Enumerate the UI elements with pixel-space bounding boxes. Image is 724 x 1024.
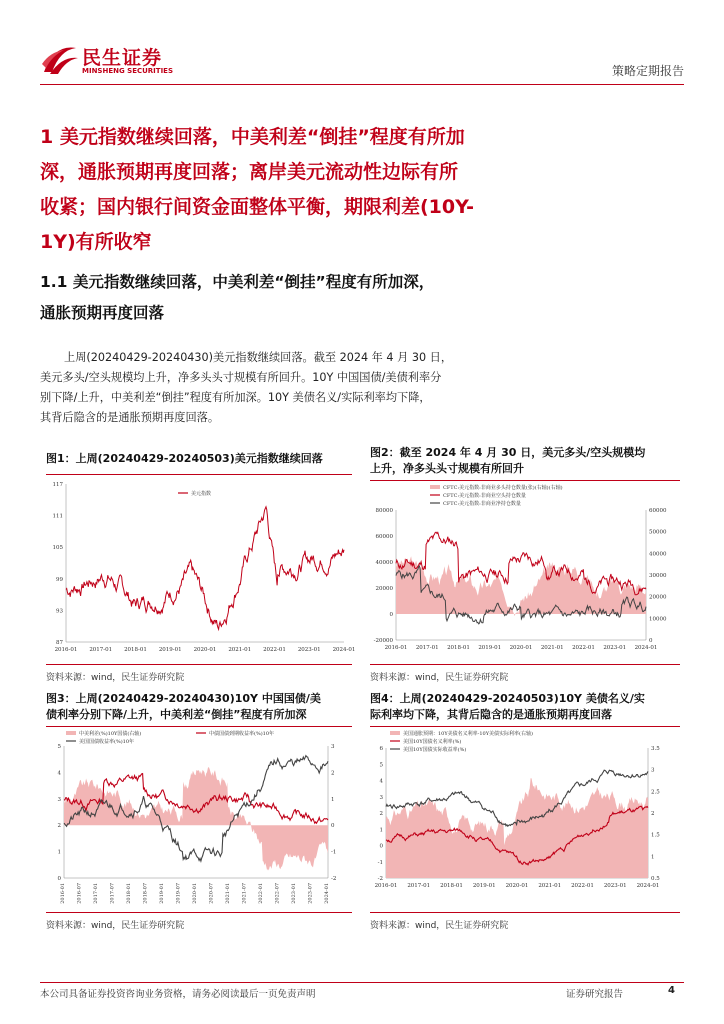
legend-swatch [66,731,76,735]
minsheng-logo-icon [40,42,80,78]
x-tick-label: 2024-01 [634,645,658,651]
chart-3 [46,728,352,910]
legend-label: CFTC:美元指数:非商业净持仓数量 [443,501,521,507]
x-tick-label: 2023-01 [603,645,627,651]
y-tick-label: 0 [379,843,383,850]
x-tick-label: 2016-01 [54,647,78,653]
x-tick-label: 2021-01 [538,883,562,889]
para-line: 上周(20240429-20240430)美元指数继续回落。截至 2024 年 4 月 30 日， [64,351,453,364]
figure-1 [46,451,352,467]
legend-label: CFTC:美元指数:非商业多头持仓数量(张)(右轴)(右轴) [443,485,563,491]
y-tick-label-right: 60000 [649,508,667,514]
x-tick-label: 2022-01 [263,647,286,653]
x-tick-label: 2020-07 [208,883,215,904]
x-tick-label: 2019-01 [158,647,182,653]
legend-label: 美国通胀预期：10Y美债名义利率-10Y美债实际利率(右轴) [403,731,533,737]
h1-line: 1 美元指数继续回落，中美利差“倒挂”程度有所加 [40,126,465,148]
x-tick-label: 2023-07 [307,883,314,904]
logo-en: MINSHENG SECURITIES [82,67,173,75]
h2-line: 通胀预期再度回落 [40,304,165,322]
figure-2 [370,445,680,477]
x-tick-label: 2016-07 [76,883,83,904]
y-tick-label-right: 40000 [649,551,667,558]
y-tick-label: 5 [57,744,61,750]
x-tick-label: 2021-01 [228,647,252,653]
x-tick-label: 2020-01 [509,645,533,651]
x-tick-label: 2018-01 [126,883,132,904]
y-tick-label: 4 [379,778,383,785]
y-tick-label: 20000 [375,586,393,592]
h1-line: 收紧；国内银行间资金面整体平衡，期限利差(10Y- [40,196,474,218]
x-tick-label: 2022-07 [274,883,281,904]
x-tick-label: 2019-01 [159,883,165,904]
footer-report-label: 证券研究报告 [566,989,624,1000]
y-tick-label-right: -1 [331,849,337,856]
x-tick-label: 2017-01 [407,883,431,889]
y-tick-label-right: 50000 [649,529,667,536]
y-tick-label: -20000 [373,638,393,644]
x-tick-label: 2018-01 [440,883,463,889]
figure-title: 上升，净多头头寸规模有所回升 [370,462,524,475]
y-tick-label: -1 [377,859,383,866]
x-tick-label: 2023-01 [297,647,321,653]
figure-rule [370,912,680,913]
x-tick-label: 2021-01 [225,883,231,904]
x-tick-label: 2018-01 [447,645,470,651]
x-tick-label: 2018-01 [124,647,147,653]
x-tick-label: 2022-01 [258,883,264,904]
y-tick-label-right: 0.5 [651,876,660,882]
x-tick-label: 2017-07 [109,883,116,904]
figure-4 [370,691,684,723]
legend-label: 美元指数 [191,491,212,497]
y-tick-label-right: 2 [331,770,335,777]
series-line [66,507,344,630]
series-area [386,778,648,878]
chart-1 [46,478,356,660]
y-tick-label: 0 [389,612,393,618]
figure-source: 资料来源：wind，民生证券研究院 [46,673,185,683]
x-tick-label: 2019-01 [478,645,502,651]
legend-swatch [430,485,440,489]
h1-line: 深，通胀预期再度回落；离岸美元流动性边际有所 [40,161,459,183]
body-paragraph [40,348,690,428]
x-tick-label: 2016-01 [60,883,66,904]
legend-label: CFTC:美元指数:非商业空头持仓数量 [443,493,526,499]
y-tick-label: 0 [57,876,61,882]
y-tick-label: 6 [379,746,383,752]
y-tick-label-right: 0 [649,638,653,644]
logo-cn: 民生证券 [82,47,163,69]
figure-rule [370,726,680,727]
y-tick-label: 4 [57,770,61,777]
x-tick-label: 2023-01 [291,883,297,904]
footer-divider [40,982,684,983]
figure-title: 图4：上周(20240429-20240503)10Y 美债名义/实 [370,692,645,705]
y-tick-label: 3 [57,796,61,803]
x-tick-label: 2024-01 [636,883,660,889]
y-tick-label-right: 3 [331,744,335,750]
x-tick-label: 2020-01 [192,883,198,904]
figure-source: 资料来源：wind，民生证券研究院 [46,921,185,931]
x-tick-label: 2017-01 [415,645,439,651]
figure-rule [370,480,680,481]
y-tick-label-right: 2 [651,811,655,817]
figure-rule [46,726,352,727]
header [40,40,684,82]
para-line: 别下降/上升，中美利差“倒挂”程度有所加深。10Y 美债名义/实际利率均下降， [40,391,431,404]
y-tick-label: 60000 [375,534,393,540]
figure-source: 资料来源：wind，民生证券研究院 [370,673,509,683]
x-tick-label: 2020-01 [505,883,529,889]
y-tick-label-right: 30000 [649,573,667,579]
figure-title: 债利率分别下降/上升，中美利差“倒挂”程度有所加深 [46,708,307,721]
figure-title: 际利率均下降，其背后隐含的是通胀预期再度回落 [370,708,612,721]
x-tick-label: 2024-01 [324,883,330,904]
y-tick-label-right: 3.5 [651,746,660,752]
figure-rule [46,474,352,475]
figure-3 [46,691,356,723]
report-type: 策略定期报告 [611,64,684,78]
x-tick-label: 2022-01 [572,645,595,651]
figure-rule [370,664,680,665]
y-tick-label-right: 2.5 [651,789,660,796]
y-tick-label: 87 [56,640,63,646]
y-tick-label-right: 0 [331,823,335,830]
x-tick-label: 2019-01 [472,883,496,889]
section-h1 [40,120,690,260]
x-tick-label: 2020-01 [193,647,217,653]
legend-label: 美国10Y国债实际收益率(%) [403,747,467,753]
x-tick-label: 2022-01 [571,883,594,889]
x-tick-label: 2019-07 [175,883,182,904]
y-tick-label: 105 [52,545,63,552]
section-h2 [40,267,690,329]
header-divider [40,84,684,85]
figure-rule [46,664,352,665]
x-tick-label: 2017-01 [93,883,99,904]
y-tick-label: 80000 [375,508,393,514]
y-tick-label: 117 [52,482,63,488]
x-tick-label: 2016-01 [374,883,398,889]
figure-rule [46,912,352,913]
y-tick-label-right: 10000 [649,616,667,623]
y-tick-label: 5 [379,762,383,769]
page-number: 4 [668,985,675,996]
y-tick-label-right: 3 [651,767,655,774]
y-tick-label: 3 [379,794,383,801]
figure-title: 图2：截至 2024 年 4 月 30 日，美元多头/空头规模均 [370,446,646,459]
x-tick-label: 2017-01 [89,647,113,653]
legend-label: 美国国债收益率(%)10年 [79,739,135,745]
y-tick-label: 40000 [375,560,393,566]
x-tick-label: 2023-01 [603,883,627,889]
h2-line: 1.1 美元指数继续回落，中美利差“倒挂”程度有所加深， [40,273,435,291]
para-line: 美元多头/空头规模均上升，净多头头寸规模有所回升。10Y 中国国债/美债利率分 [40,371,442,384]
para-line: 其背后隐含的是通胀预期再度回落。 [40,411,220,424]
figure-title: 图1：上周(20240429-20240503)美元指数继续回落 [46,452,323,465]
figure-title: 图3：上周(20240429-20240430)10Y 中国国债/美 [46,692,321,705]
x-tick-label: 2021-01 [540,645,564,651]
y-tick-label: 93 [56,608,63,615]
chart-2 [370,482,680,662]
h1-line: 1Y)有所收窄 [40,231,152,253]
y-tick-label-right: -2 [331,876,337,882]
footer-disclaimer: 本公司具备证券投资咨询业务资格，请务必阅读最后一页免责声明 [40,989,316,1000]
chart-4 [370,728,680,910]
legend-label: 中美利差(%)10Y国债(右轴) [79,731,142,737]
y-tick-label: -2 [377,876,383,882]
legend-label: 美国10Y国债名义利率(%) [403,739,462,745]
x-tick-label: 2018-07 [142,883,149,904]
y-tick-label: 2 [379,811,383,817]
legend-swatch [390,731,400,735]
y-tick-label: 1 [57,849,61,856]
y-tick-label: 111 [52,513,63,520]
y-tick-label-right: 1 [651,854,655,861]
y-tick-label: 2 [57,823,61,830]
x-tick-label: 2016-01 [384,645,408,651]
x-tick-label: 2024-01 [332,647,356,653]
y-tick-label-right: 1 [331,796,335,803]
y-tick-label-right: 20000 [649,594,667,601]
y-tick-label-right: 1.5 [651,832,660,839]
y-tick-label: 99 [56,576,63,583]
legend-label: 中债国债到期收益率(%)10年 [209,731,275,737]
x-tick-label: 2021-07 [241,883,248,904]
figure-source: 资料来源：wind，民生证券研究院 [370,921,509,931]
y-tick-label: 1 [379,827,383,834]
